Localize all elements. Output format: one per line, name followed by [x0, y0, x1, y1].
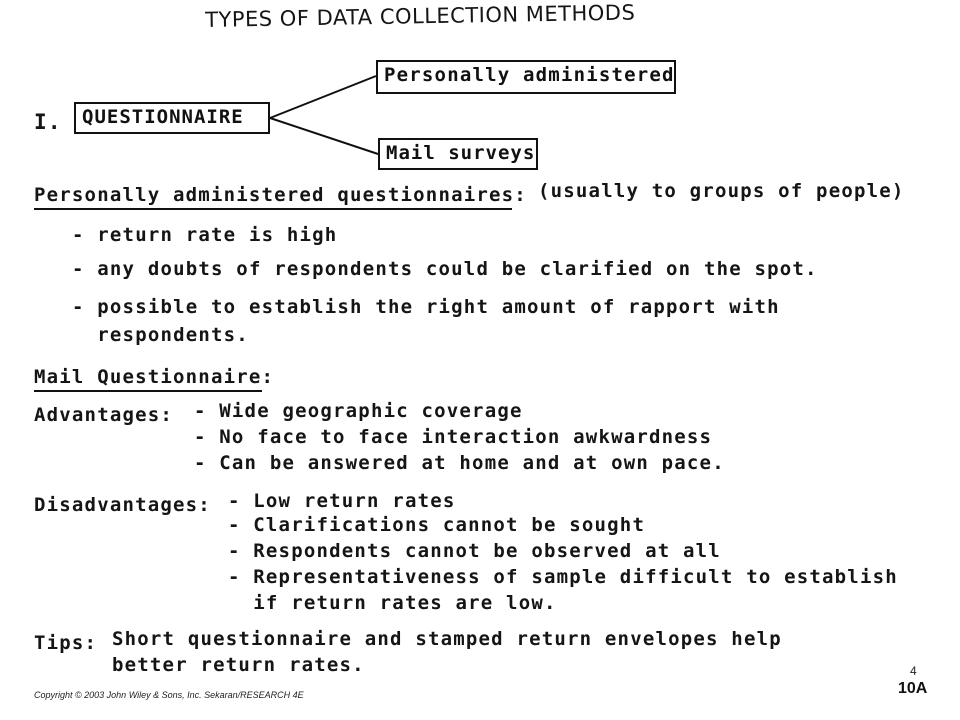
disadvantages-label: Disadvantages: [34, 494, 211, 516]
connector-bottom [270, 118, 378, 154]
advantage-item: - Wide geographic coverage [194, 400, 523, 422]
disadvantage-item: - Clarifications cannot be sought [228, 514, 646, 536]
disadvantage-item: - Low return rates [228, 490, 456, 512]
page-number: 4 [910, 664, 917, 678]
mail-surveys-box: Mail surveys [378, 138, 538, 170]
tips-line: better return rates. [112, 654, 365, 676]
pa-heading: Personally administered questionnaires: [34, 184, 527, 206]
connector-top [270, 76, 376, 118]
disadvantage-item: - Representativeness of sample difficult to establish [228, 566, 898, 588]
pa-note: (usually to groups of people) [538, 180, 905, 202]
tips-label: Tips: [34, 632, 98, 654]
disadvantage-item: - Respondents cannot be observed at all [228, 540, 721, 562]
questionnaire-box: QUESTIONNAIRE [74, 102, 270, 134]
pa-bullet-continuation: respondents. [72, 324, 249, 346]
page-title: TYPES OF DATA COLLECTION METHODS [205, 0, 636, 32]
slide-id: 10A [898, 680, 928, 697]
pa-bullet: - possible to establish the right amount of rapport with [72, 296, 780, 318]
pa-heading-underline [34, 208, 512, 210]
personally-administered-box: Personally administered [376, 60, 676, 94]
section-numeral: I. [34, 110, 62, 134]
advantages-label: Advantages: [34, 404, 174, 426]
disadvantage-continuation: if return rates are low. [228, 592, 557, 614]
pa-bullet: - any doubts of respondents could be clarified on the spot. [72, 258, 818, 280]
tips-line: Short questionnaire and stamped return envelopes help [112, 628, 782, 650]
pa-bullet: - return rate is high [72, 224, 338, 246]
advantage-item: - Can be answered at home and at own pace. [194, 452, 725, 474]
mail-heading: Mail Questionnaire: [34, 366, 275, 388]
advantage-item: - No face to face interaction awkwardness [194, 426, 713, 448]
copyright-footer: Copyright © 2003 John Wiley & Sons, Inc. Sekaran/RESEARCH 4E [34, 690, 304, 700]
mail-heading-underline [34, 390, 262, 392]
